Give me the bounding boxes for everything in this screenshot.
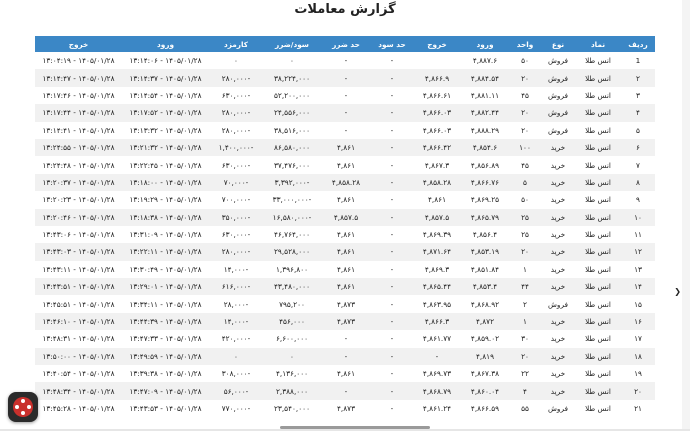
cell-type: فروش [541, 87, 575, 104]
col-header-take-profit: حد سود [371, 36, 413, 52]
cell-units: ۱ [509, 261, 541, 278]
cell-units: ۲۵ [509, 226, 541, 243]
table-row [35, 226, 655, 243]
cell-units: ۴۵ [509, 87, 541, 104]
cell-commission: -۷۷۰,۰۰۰ [209, 400, 263, 417]
cell-stop-loss: - [321, 122, 371, 139]
table-row [35, 174, 655, 191]
cell-type: خرید [541, 191, 575, 208]
cell-stop-loss: ۴,۸۶۱ [321, 191, 371, 208]
cell-entry-time: ۱۴۰۵/۰۱/۲۸ - ۱۳:۴۷:۳۳ [122, 330, 209, 347]
table-row [35, 139, 655, 156]
cell-profit-loss: ۳۸,۵۱۶,۰۰۰ [263, 122, 321, 139]
cell-stop-loss: - [321, 330, 371, 347]
col-header-symbol: نماد [575, 36, 621, 52]
cell-units: ۲۰ [509, 104, 541, 121]
cell-profit-loss: ۶,۶۰۰,۰۰۰ [263, 330, 321, 347]
cell-row-index: ۱۳ [621, 261, 655, 278]
horizontal-scrollbar[interactable] [280, 426, 430, 429]
cell-commission: -۶۱۶,۰۰۰ [209, 278, 263, 295]
cell-symbol: انس طلا [575, 52, 621, 69]
cell-exit-time: ۱۴۰۵/۰۱/۲۸ - ۱۳:۴۳:۵۱ [35, 278, 122, 295]
cell-commission: -۳۰۸,۰۰۰ [209, 365, 263, 382]
table-row [35, 52, 655, 69]
cell-units: ۲ [509, 295, 541, 312]
cell-entry-time: ۱۴۰۵/۰۱/۲۸ - ۱۳:۲۲:۱۱ [122, 243, 209, 260]
cell-exit-time: ۱۴۰۵/۰۱/۲۸ - ۱۳:۴۵:۵۱ [35, 295, 122, 312]
cell-units: ۵۵ [509, 400, 541, 417]
cell-entry-time: ۱۴۰۵/۰۱/۲۸ - ۱۳:۲۹:۰۱ [122, 278, 209, 295]
cell-exit-price: ۴,۸۶۷.۳ [413, 156, 461, 173]
cell-exit-price: ۴,۸۶۶.۹ [413, 69, 461, 86]
col-header-profit-loss: سود/ضرر [263, 36, 321, 52]
cell-units: ۲۵ [509, 209, 541, 226]
cell-entry-time: ۱۴۰۵/۰۱/۲۸ - ۱۳:۱۷:۵۲ [122, 104, 209, 121]
cell-exit-price: ۴,۸۵۷.۵ [413, 209, 461, 226]
cell-entry-price: ۴,۸۵۳.۱۹ [461, 243, 509, 260]
cell-take-profit: - [371, 87, 413, 104]
cell-symbol: انس طلا [575, 156, 621, 173]
cell-row-index: ۱۷ [621, 330, 655, 347]
cell-type: خرید [541, 348, 575, 365]
cell-exit-price: ۴,۸۶۱.۷۷ [413, 330, 461, 347]
cell-row-index: ۱۶ [621, 313, 655, 330]
cell-commission: -۱۴,۰۰۰ [209, 313, 263, 330]
cell-units: ۵۰ [509, 191, 541, 208]
cell-symbol: انس طلا [575, 209, 621, 226]
cell-exit-time: ۱۴۰۵/۰۱/۲۸ - ۱۳:۲۰:۳۷ [35, 174, 122, 191]
cell-take-profit: - [371, 209, 413, 226]
col-header-exit-price: خروج [413, 36, 461, 52]
cell-profit-loss: -۳۳,۰۰۰,۰۰۰ [263, 191, 321, 208]
col-header-entry-price: ورود [461, 36, 509, 52]
cell-take-profit: - [371, 365, 413, 382]
table-row [35, 156, 655, 173]
page-edge-marker: ❯ [674, 287, 681, 296]
cell-profit-loss: ۲۳,۵۴۰,۰۰۰ [263, 400, 321, 417]
cell-row-index: ۱۲ [621, 243, 655, 260]
col-header-commission: کارمزد [209, 36, 263, 52]
cell-profit-loss: ۴,۱۳۶,۰۰۰ [263, 365, 321, 382]
cell-exit-price: ۴,۸۶۹.۳ [413, 261, 461, 278]
cell-entry-time: ۱۴۰۵/۰۱/۲۸ - ۱۳:۳۱:۰۹ [122, 226, 209, 243]
cell-take-profit: - [371, 382, 413, 399]
cell-exit-price: - [413, 348, 461, 365]
cell-exit-price: ۴,۸۶۶.۶۱ [413, 87, 461, 104]
cell-type: فروش [541, 104, 575, 121]
cell-stop-loss: - [321, 348, 371, 365]
cell-entry-price: ۴,۸۶۶.۷۶ [461, 174, 509, 191]
cell-exit-price: ۴,۸۵۸.۲۸ [413, 174, 461, 191]
cell-exit-time: ۱۴۰۵/۰۱/۲۸ - ۱۳:۴۶:۱۰ [35, 313, 122, 330]
cell-row-index: ۸ [621, 174, 655, 191]
cell-units: ۳۰ [509, 330, 541, 347]
cell-symbol: انس طلا [575, 104, 621, 121]
cell-type: خرید [541, 156, 575, 173]
cell-symbol: انس طلا [575, 278, 621, 295]
cell-symbol: انس طلا [575, 365, 621, 382]
cell-take-profit: - [371, 104, 413, 121]
cell-commission: ۰ [209, 348, 263, 365]
cell-commission: -۷۰۰,۰۰۰ [209, 191, 263, 208]
cell-type: فروش [541, 122, 575, 139]
cell-entry-time: ۱۴۰۵/۰۱/۲۸ - ۱۳:۲۲:۴۵ [122, 156, 209, 173]
cell-entry-price: ۴,۸۷۲ [461, 313, 509, 330]
cell-type: فروش [541, 52, 575, 69]
table-header-row [35, 36, 655, 52]
cell-take-profit: - [371, 278, 413, 295]
cell-exit-time: ۱۴۰۵/۰۱/۲۸ - ۱۳:۴۳:۰۳ [35, 243, 122, 260]
cell-type: فروش [541, 295, 575, 312]
cell-stop-loss: - [321, 52, 371, 69]
cell-take-profit: - [371, 295, 413, 312]
cell-type: خرید [541, 261, 575, 278]
cell-symbol: انس طلا [575, 139, 621, 156]
col-header-index: ردیف [621, 36, 655, 52]
cell-symbol: انس طلا [575, 69, 621, 86]
cell-entry-price: ۴,۸۸۱.۱۱ [461, 87, 509, 104]
cell-type: خرید [541, 209, 575, 226]
cell-entry-time: ۱۴۰۵/۰۱/۲۸ - ۱۳:۱۹:۲۹ [122, 191, 209, 208]
cell-stop-loss: ۴,۸۷۳ [321, 313, 371, 330]
cell-profit-loss: ۴۵۶,۰۰۰ [263, 313, 321, 330]
cell-exit-time: ۱۴۰۵/۰۱/۲۸ - ۱۳:۱۴:۴۱ [35, 122, 122, 139]
col-header-units: واحد [509, 36, 541, 52]
cell-take-profit: - [371, 313, 413, 330]
table-row [35, 313, 655, 330]
table-row [35, 69, 655, 86]
cell-stop-loss: - [321, 382, 371, 399]
cell-commission: -۵۶,۰۰۰ [209, 382, 263, 399]
table-row [35, 209, 655, 226]
cell-symbol: انس طلا [575, 348, 621, 365]
cell-row-index: ۴ [621, 104, 655, 121]
cell-exit-price: ۴,۸۶۹.۳۹ [413, 226, 461, 243]
cell-take-profit: - [371, 243, 413, 260]
cell-type: خرید [541, 278, 575, 295]
cell-stop-loss: ۴,۸۶۱ [321, 278, 371, 295]
cell-entry-time: ۱۴۰۵/۰۱/۲۸ - ۱۳:۱۴:۳۷ [122, 69, 209, 86]
cell-symbol: انس طلا [575, 191, 621, 208]
cell-profit-loss: ۱,۳۹۶,۸۰۰ [263, 261, 321, 278]
cell-stop-loss: ۴,۸۷۳ [321, 295, 371, 312]
cell-entry-time: ۱۴۰۵/۰۱/۲۸ - ۱۳:۳۴:۱۱ [122, 295, 209, 312]
cell-entry-price: ۴,۸۸۷.۶ [461, 52, 509, 69]
cell-stop-loss: ۴,۸۶۱ [321, 365, 371, 382]
cell-stop-loss: - [321, 69, 371, 86]
cell-exit-price: ۴,۸۶۸.۷۹ [413, 382, 461, 399]
col-header-stop-loss: حد ضرر [321, 36, 371, 52]
cell-take-profit: - [371, 348, 413, 365]
cell-entry-time: ۱۴۰۵/۰۱/۲۸ - ۱۳:۱۸:۰۰ [122, 174, 209, 191]
cell-row-index: ۱۹ [621, 365, 655, 382]
cell-stop-loss: ۴,۸۶۱ [321, 243, 371, 260]
cell-stop-loss: ۴,۸۵۸.۲۸ [321, 174, 371, 191]
cell-exit-price: ۴,۸۶۳.۹۵ [413, 295, 461, 312]
cell-entry-price: ۴,۸۵۶.۴ [461, 226, 509, 243]
table-row [35, 400, 655, 417]
cell-type: خرید [541, 226, 575, 243]
cell-row-index: ۵ [621, 122, 655, 139]
cell-commission: -۲۸۰,۰۰۰ [209, 69, 263, 86]
cell-profit-loss: ۳۸,۲۲۴,۰۰۰ [263, 69, 321, 86]
cell-commission: -۱۴,۰۰۰ [209, 261, 263, 278]
table-body [35, 52, 655, 417]
cell-stop-loss: - [321, 87, 371, 104]
cell-entry-time: ۱۴۰۵/۰۱/۲۸ - ۱۳:۳۹:۳۸ [122, 365, 209, 382]
cell-commission: -۲۸۰,۰۰۰ [209, 104, 263, 121]
cell-symbol: انس طلا [575, 243, 621, 260]
cell-exit-price: ۴,۸۶۹.۷۳ [413, 365, 461, 382]
cell-entry-time: ۱۴۰۵/۰۱/۲۸ - ۱۳:۲۱:۳۲ [122, 139, 209, 156]
table-row [35, 382, 655, 399]
cell-exit-price: ۴,۸۶۵.۴۴ [413, 278, 461, 295]
cell-exit-time: ۱۴۰۵/۰۱/۲۸ - ۱۳:۴۰:۵۴ [35, 365, 122, 382]
col-header-entry-time: ورود [122, 36, 209, 52]
table-row [35, 365, 655, 382]
cell-exit-time: ۱۴۰۵/۰۱/۲۸ - ۱۳:۴۳:۱۱ [35, 261, 122, 278]
cell-take-profit: - [371, 174, 413, 191]
cell-type: خرید [541, 382, 575, 399]
cell-profit-loss: ۲۴,۵۵۶,۰۰۰ [263, 104, 321, 121]
cell-commission: -۴۲۰,۰۰۰ [209, 330, 263, 347]
cell-symbol: انس طلا [575, 400, 621, 417]
cell-stop-loss: - [321, 104, 371, 121]
cell-row-index: ۶ [621, 139, 655, 156]
table-row [35, 122, 655, 139]
cell-type: خرید [541, 313, 575, 330]
cell-entry-price: ۴,۸۵۴.۶ [461, 139, 509, 156]
cell-symbol: انس طلا [575, 382, 621, 399]
cell-commission: ۰ [209, 52, 263, 69]
cell-exit-time: ۱۴۰۵/۰۱/۲۸ - ۱۳:۴۵:۲۸ [35, 400, 122, 417]
cell-exit-price: ۴,۸۶۶.۴۲ [413, 139, 461, 156]
cell-profit-loss: ۷۹۵,۲۰۰ [263, 295, 321, 312]
cell-symbol: انس طلا [575, 122, 621, 139]
cell-profit-loss: -۳,۳۹۲,۰۰۰ [263, 174, 321, 191]
cell-exit-time: ۱۴۰۵/۰۱/۲۸ - ۱۳:۲۴:۵۵ [35, 139, 122, 156]
cell-commission: -۳۵۰,۰۰۰ [209, 209, 263, 226]
cell-row-index: ۲۰ [621, 382, 655, 399]
cell-symbol: انس طلا [575, 313, 621, 330]
col-header-type: نوع [541, 36, 575, 52]
cell-entry-price: ۴,۸۵۹.۰۲ [461, 330, 509, 347]
cell-units: ۲۰ [509, 69, 541, 86]
cell-exit-time: ۱۴۰۵/۰۱/۲۸ - ۱۳:۴۳:۰۶ [35, 226, 122, 243]
cell-exit-price: ۴,۸۶۶.۰۳ [413, 104, 461, 121]
cell-entry-time: ۱۴۰۵/۰۱/۲۸ - ۱۳:۴۹:۵۹ [122, 348, 209, 365]
cell-commission: -۲۸۰,۰۰۰ [209, 122, 263, 139]
cell-stop-loss: ۴,۸۶۱ [321, 261, 371, 278]
cell-commission: -۱,۴۰۰,۰۰۰ [209, 139, 263, 156]
cell-row-index: 1 [621, 52, 655, 69]
cell-type: خرید [541, 330, 575, 347]
cell-entry-time: ۱۴۰۵/۰۱/۲۸ - ۱۳:۱۴:۵۴ [122, 87, 209, 104]
table-row [35, 243, 655, 260]
app-shortcut-button[interactable] [8, 392, 38, 422]
cell-stop-loss: ۴,۸۶۱ [321, 226, 371, 243]
cell-profit-loss: ۰ [263, 348, 321, 365]
cell-type: خرید [541, 243, 575, 260]
cell-symbol: انس طلا [575, 174, 621, 191]
table-row [35, 295, 655, 312]
cell-entry-time: ۱۴۰۵/۰۱/۲۸ - ۱۳:۴۷:۰۹ [122, 382, 209, 399]
table-row [35, 87, 655, 104]
cell-exit-time: ۱۴۰۵/۰۱/۲۸ - ۱۳:۴۸:۳۴ [35, 382, 122, 399]
table-row [35, 104, 655, 121]
cell-take-profit: - [371, 122, 413, 139]
cell-take-profit: - [371, 330, 413, 347]
cell-entry-time: ۱۴۰۵/۰۱/۲۸ - ۱۳:۱۴:۰۶ [122, 52, 209, 69]
cell-type: خرید [541, 365, 575, 382]
cell-exit-time: ۱۴۰۵/۰۱/۲۸ - ۱۳:۲۴:۴۸ [35, 156, 122, 173]
cell-entry-time: ۱۴۰۵/۰۱/۲۸ - ۱۳:۳۰:۴۹ [122, 261, 209, 278]
cell-entry-price: ۴,۸۶۵.۷۹ [461, 209, 509, 226]
cell-commission: -۲۸۰,۰۰۰ [209, 243, 263, 260]
table-row [35, 348, 655, 365]
cell-type: فروش [541, 69, 575, 86]
page-title: گزارش معاملات [294, 2, 396, 17]
cell-row-index: ۷ [621, 156, 655, 173]
cell-exit-time: ۱۴۰۵/۰۱/۲۸ - ۱۳:۱۷:۴۶ [35, 87, 122, 104]
cell-symbol: انس طلا [575, 261, 621, 278]
cell-units: ۲۰ [509, 243, 541, 260]
cell-units: ۱۰۰ [509, 139, 541, 156]
cell-take-profit: - [371, 69, 413, 86]
cell-commission: -۶۳۰,۰۰۰ [209, 87, 263, 104]
cell-profit-loss: ۲۹,۵۲۸,۰۰۰ [263, 243, 321, 260]
trades-table [35, 36, 655, 417]
cell-units: ۲۰ [509, 122, 541, 139]
cell-symbol: انس طلا [575, 87, 621, 104]
cell-stop-loss: ۴,۸۷۳ [321, 400, 371, 417]
cell-profit-loss: ۴۳,۴۸۰,۰۰۰ [263, 278, 321, 295]
table-row [35, 278, 655, 295]
trades-table-container [35, 36, 655, 417]
cell-entry-time: ۱۴۰۵/۰۱/۲۸ - ۱۳:۴۳:۵۳ [122, 400, 209, 417]
cell-symbol: انس طلا [575, 330, 621, 347]
cell-units: ۵۰ [509, 52, 541, 69]
cell-take-profit: - [371, 226, 413, 243]
cell-entry-price: ۴,۸۸۴.۵۴ [461, 69, 509, 86]
cell-commission: -۶۳۰,۰۰۰ [209, 156, 263, 173]
table-row [35, 191, 655, 208]
cell-exit-price: ۴,۸۷۱.۶۴ [413, 243, 461, 260]
cell-exit-time: ۱۴۰۵/۰۱/۲۸ - ۱۳:۵۰:۰۰ [35, 348, 122, 365]
cell-stop-loss: ۴,۸۶۱ [321, 156, 371, 173]
col-header-exit-time: خروج [35, 36, 122, 52]
app-logo-icon [13, 397, 33, 417]
cell-stop-loss: ۴,۸۵۷.۵ [321, 209, 371, 226]
cell-entry-price: ۴,۸۸۸.۲۹ [461, 122, 509, 139]
cell-take-profit: - [371, 156, 413, 173]
cell-symbol: انس طلا [575, 226, 621, 243]
cell-profit-loss: -۱۶,۵۸۰,۰۰۰ [263, 209, 321, 226]
cell-profit-loss: ۰ [263, 52, 321, 69]
cell-exit-time: ۱۴۰۵/۰۱/۲۸ - ۱۳:۱۴:۴۷ [35, 69, 122, 86]
cell-take-profit: - [371, 191, 413, 208]
cell-entry-price: ۴,۸۶۰.۰۴ [461, 382, 509, 399]
cell-units: ۵ [509, 174, 541, 191]
cell-row-index: ۱۰ [621, 209, 655, 226]
cell-exit-price: ۴,۸۶۶.۰۳ [413, 122, 461, 139]
cell-units: ۲۲ [509, 365, 541, 382]
cell-commission: -۷۰,۰۰۰ [209, 174, 263, 191]
cell-entry-price: ۴,۸۵۱.۸۴ [461, 261, 509, 278]
cell-take-profit: - [371, 400, 413, 417]
table-row [35, 261, 655, 278]
cell-entry-price: ۴,۸۸۲.۴۴ [461, 104, 509, 121]
cell-entry-price: ۴,۸۶۹.۲۵ [461, 191, 509, 208]
cell-entry-price: ۴,۸۶۸.۹۲ [461, 295, 509, 312]
cell-profit-loss: ۳۷,۴۷۶,۰۰۰ [263, 156, 321, 173]
cell-units: ۴۵ [509, 156, 541, 173]
cell-units: ۴ [509, 382, 541, 399]
cell-exit-time: ۱۴۰۵/۰۱/۲۸ - ۱۳:۱۷:۴۴ [35, 104, 122, 121]
cell-symbol: انس طلا [575, 295, 621, 312]
cell-units: ۴۴ [509, 278, 541, 295]
cell-units: ۲۰ [509, 348, 541, 365]
cell-exit-price: ۴,۸۶۱.۲۴ [413, 400, 461, 417]
right-edge-strip [682, 0, 690, 431]
cell-entry-time: ۱۴۰۵/۰۱/۲۸ - ۱۳:۴۴:۳۹ [122, 313, 209, 330]
cell-take-profit: - [371, 139, 413, 156]
cell-row-index: ۲۱ [621, 400, 655, 417]
cell-entry-time: ۱۴۰۵/۰۱/۲۸ - ۱۳:۱۳:۳۲ [122, 122, 209, 139]
cell-exit-price: ۴,۸۶۱ [413, 191, 461, 208]
cell-row-index: ۹ [621, 191, 655, 208]
cell-type: فروش [541, 400, 575, 417]
cell-exit-price: ۴,۸۶۶.۳ [413, 313, 461, 330]
cell-profit-loss: ۴۶,۷۶۴,۰۰۰ [263, 226, 321, 243]
cell-commission: -۲۸,۰۰۰ [209, 295, 263, 312]
cell-row-index: ۳ [621, 87, 655, 104]
cell-take-profit: - [371, 52, 413, 69]
cell-entry-price: ۴,۸۱۹ [461, 348, 509, 365]
cell-entry-price: ۴,۸۶۶.۵۹ [461, 400, 509, 417]
cell-entry-price: ۴,۸۵۶.۸۹ [461, 156, 509, 173]
table-row [35, 330, 655, 347]
cell-row-index: ۱۸ [621, 348, 655, 365]
cell-units: ۱ [509, 313, 541, 330]
cell-exit-time: ۱۴۰۵/۰۱/۲۸ - ۱۳:۰۴:۱۹ [35, 52, 122, 69]
cell-profit-loss: ۵۲,۲۰۰,۰۰۰ [263, 87, 321, 104]
cell-exit-price [413, 52, 461, 69]
cell-commission: -۶۳۰,۰۰۰ [209, 226, 263, 243]
cell-row-index: ۱۴ [621, 278, 655, 295]
cell-exit-time: ۱۴۰۵/۰۱/۲۸ - ۱۳:۴۸:۳۱ [35, 330, 122, 347]
cell-take-profit: - [371, 261, 413, 278]
cell-exit-time: ۱۴۰۵/۰۱/۲۸ - ۱۳:۲۰:۴۶ [35, 209, 122, 226]
cell-type: خرید [541, 174, 575, 191]
cell-type: خرید [541, 139, 575, 156]
cell-profit-loss: ۲,۳۸۸,۰۰۰ [263, 382, 321, 399]
cell-entry-price: ۴,۸۵۳.۴ [461, 278, 509, 295]
cell-stop-loss: ۴,۸۶۱ [321, 139, 371, 156]
cell-entry-time: ۱۴۰۵/۰۱/۲۸ - ۱۳:۱۸:۳۸ [122, 209, 209, 226]
cell-profit-loss: ۸۶,۵۸۰,۰۰۰ [263, 139, 321, 156]
cell-row-index: ۲ [621, 69, 655, 86]
cell-row-index: ۱۵ [621, 295, 655, 312]
cell-exit-time: ۱۴۰۵/۰۱/۲۸ - ۱۳:۲۰:۲۳ [35, 191, 122, 208]
cell-entry-price: ۴,۸۶۷.۳۸ [461, 365, 509, 382]
cell-row-index: ۱۱ [621, 226, 655, 243]
